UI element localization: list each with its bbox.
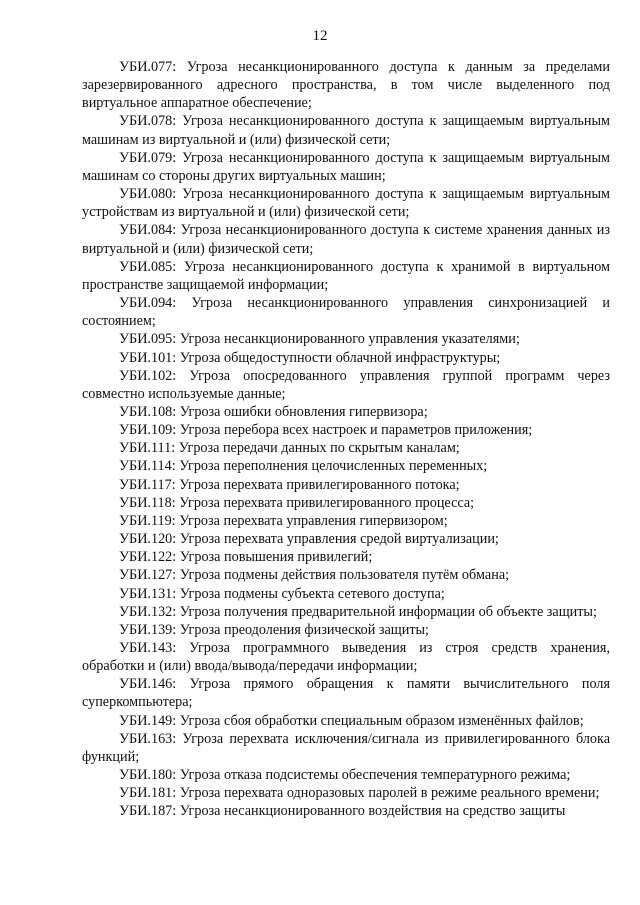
threat-entry: УБИ.131: Угроза подмены субъекта сетевого доступа; [119,585,445,602]
threat-entry: УБИ.119: Угроза перехвата управления гипервизором; [119,512,448,529]
threat-entry: УБИ.120: Угроза перехвата управления средой виртуализации; [119,531,499,548]
threat-entry: УБИ.181: Угроза перехвата одноразовых паролей в режиме реального времени; [119,785,600,802]
threat-entry: УБИ.079: Угроза несанкционированного доступа к защищаемым виртуальным машинам со стороны других виртуальных машин; [82,149,610,184]
threat-entry: УБИ.109: Угроза перебора всех настроек и параметров приложения; [119,422,533,439]
threat-entry: УБИ.117: Угроза перехвата привилегированного потока; [119,476,460,493]
threat-entry: УБИ.108: Угроза ошибки обновления гипервизора; [119,403,428,420]
threat-entry: УБИ.132: Угроза получения предварительной информации об объекте защиты; [119,603,597,620]
threat-entry: УБИ.094: Угроза несанкционированного управления синхронизацией и состоянием; [82,295,610,330]
threat-entry: УБИ.139: Угроза преодоления физической защиты; [119,621,429,638]
threat-entry: УБИ.149: Угроза сбоя обработки специальным образом изменённых файлов; [119,712,584,729]
threat-entry: УБИ.187: Угроза несанкционированного воздействия на средство защиты [119,803,566,820]
threat-entry: УБИ.143: Угроза программного выведения из строя средств хранения, обработки и (или) ввода/вывода/передачи информации; [82,640,610,675]
threat-entry: УБИ.078: Угроза несанкционированного доступа к защищаемым виртуальным машинам из виртуальной и (или) физической сети; [82,113,610,148]
threat-entry: УБИ.095: Угроза несанкционированного управления указателями; [119,331,520,348]
threat-entry: УБИ.163: Угроза перехвата исключения/сигнала из привилегированного блока функций; [82,730,610,765]
threat-entry: УБИ.101: Угроза общедоступности облачной инфраструктуры; [119,349,501,366]
threat-entry: УБИ.102: Угроза опосредованного управления группой программ через совместно используемые данные; [82,367,610,402]
threat-entry: УБИ.080: Угроза несанкционированного доступа к защищаемым виртуальным устройствам из виртуальной и (или) физической сети; [82,186,610,221]
threat-entry: УБИ.114: Угроза переполнения целочисленных переменных; [119,458,488,475]
threat-entry: УБИ.122: Угроза повышения привилегий; [119,549,373,566]
threat-entry: УБИ.180: Угроза отказа подсистемы обеспечения температурного режима; [119,767,571,784]
threat-entry: УБИ.111: Угроза передачи данных по скрытым каналам; [119,440,460,457]
threat-entry: УБИ.118: Угроза перехвата привилегированного процесса; [119,494,475,511]
page-number: 12 [312,28,328,44]
threat-entry: УБИ.127: Угроза подмены действия пользователя путём обмана; [119,567,510,584]
threat-entry: УБИ.077: Угроза несанкционированного доступа к данным за пределами зарезервированного адресного пространства, в том числе выделенного под виртуальное аппаратное обеспечение; [82,59,610,112]
threat-entry: УБИ.146: Угроза прямого обращения к памяти вычислительного поля суперкомпьютера; [82,676,610,711]
threat-entry: УБИ.084: Угроза несанкционированного доступа к системе хранения данных из виртуальной и (или) физической сети; [82,222,610,257]
threat-entry: УБИ.085: Угроза несанкционированного доступа к хранимой в виртуальном пространстве защищаемой информации; [82,258,610,293]
document-body [82,58,610,821]
